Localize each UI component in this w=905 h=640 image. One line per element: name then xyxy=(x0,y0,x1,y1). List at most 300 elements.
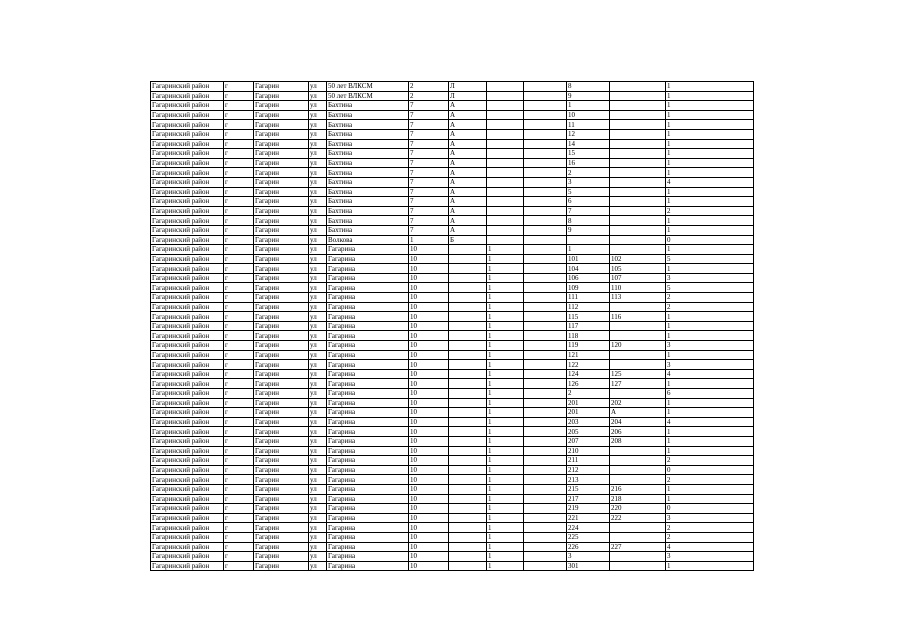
table-row xyxy=(151,110,754,120)
cell-apartment: 5 xyxy=(567,187,610,197)
cell-house-letter: А xyxy=(449,197,487,207)
cell-apartment: 14 xyxy=(567,139,610,149)
cell-structure xyxy=(524,206,567,216)
cell-district: Гагаринский район xyxy=(151,158,224,168)
cell-count: 1 xyxy=(666,245,754,255)
cell-district: Гагаринский район xyxy=(151,225,224,235)
cell-building: 1 xyxy=(487,293,524,303)
cell-district: Гагаринский район xyxy=(151,379,224,389)
table-row xyxy=(151,321,754,331)
cell-count: 5 xyxy=(666,283,754,293)
cell-count: 1 xyxy=(666,264,754,274)
cell-count: 1 xyxy=(666,101,754,111)
cell-apartment: 121 xyxy=(567,350,610,360)
cell-district: Гагаринский район xyxy=(151,532,224,542)
cell-street-type: ул xyxy=(309,283,327,293)
cell-apartment-to xyxy=(610,446,666,456)
cell-street: Гагарина xyxy=(327,283,409,293)
cell-apartment-to xyxy=(610,187,666,197)
cell-apartment: 215 xyxy=(567,484,610,494)
cell-structure xyxy=(524,542,567,552)
cell-count: 1 xyxy=(666,312,754,322)
cell-apartment: 109 xyxy=(567,283,610,293)
cell-house: 7 xyxy=(409,168,449,178)
cell-street-type: ул xyxy=(309,206,327,216)
cell-street-type: ул xyxy=(309,465,327,475)
cell-settlement-type: г xyxy=(224,187,254,197)
cell-apartment-to xyxy=(610,475,666,485)
cell-house: 10 xyxy=(409,513,449,523)
cell-apartment: 8 xyxy=(567,216,610,226)
cell-house: 10 xyxy=(409,436,449,446)
cell-structure xyxy=(524,494,567,504)
cell-street-type: ул xyxy=(309,341,327,351)
cell-house: 10 xyxy=(409,427,449,437)
cell-settlement-type: г xyxy=(224,417,254,427)
cell-settlement-type: г xyxy=(224,149,254,159)
cell-building: 1 xyxy=(487,321,524,331)
cell-building xyxy=(487,225,524,235)
cell-house-letter xyxy=(449,398,487,408)
cell-house-letter: А xyxy=(449,139,487,149)
cell-building xyxy=(487,197,524,207)
cell-apartment: 1 xyxy=(567,101,610,111)
table-row xyxy=(151,542,754,552)
cell-district: Гагаринский район xyxy=(151,187,224,197)
cell-house: 7 xyxy=(409,139,449,149)
cell-street-type: ул xyxy=(309,494,327,504)
cell-settlement-type: г xyxy=(224,129,254,139)
cell-apartment: 115 xyxy=(567,312,610,322)
cell-district: Гагаринский район xyxy=(151,254,224,264)
cell-house: 7 xyxy=(409,225,449,235)
cell-apartment-to xyxy=(610,158,666,168)
cell-house-letter xyxy=(449,369,487,379)
cell-structure xyxy=(524,446,567,456)
cell-house-letter xyxy=(449,446,487,456)
cell-count: 2 xyxy=(666,293,754,303)
cell-structure xyxy=(524,561,567,571)
cell-apartment: 213 xyxy=(567,475,610,485)
cell-house: 7 xyxy=(409,120,449,130)
cell-street-type: ул xyxy=(309,149,327,159)
cell-street: Гагарина xyxy=(327,475,409,485)
cell-settlement-type: г xyxy=(224,360,254,370)
cell-city: Гагарин xyxy=(254,245,309,255)
cell-city: Гагарин xyxy=(254,484,309,494)
cell-house: 10 xyxy=(409,350,449,360)
cell-street-type: ул xyxy=(309,120,327,130)
cell-district: Гагаринский район xyxy=(151,484,224,494)
cell-apartment-to xyxy=(610,225,666,235)
cell-settlement-type: г xyxy=(224,389,254,399)
cell-house: 10 xyxy=(409,446,449,456)
cell-apartment-to: 113 xyxy=(610,293,666,303)
cell-count: 1 xyxy=(666,187,754,197)
cell-settlement-type: г xyxy=(224,254,254,264)
cell-house-letter: А xyxy=(449,129,487,139)
table-row xyxy=(151,177,754,187)
cell-settlement-type: г xyxy=(224,216,254,226)
cell-apartment-to xyxy=(610,139,666,149)
cell-structure xyxy=(524,389,567,399)
cell-street: Бахтина xyxy=(327,129,409,139)
cell-structure xyxy=(524,379,567,389)
cell-apartment: 210 xyxy=(567,446,610,456)
cell-count: 4 xyxy=(666,177,754,187)
cell-house-letter xyxy=(449,436,487,446)
cell-apartment: 205 xyxy=(567,427,610,437)
cell-building: 1 xyxy=(487,245,524,255)
cell-apartment-to xyxy=(610,82,666,92)
cell-apartment: 122 xyxy=(567,360,610,370)
cell-street: Гагарина xyxy=(327,552,409,562)
cell-apartment-to xyxy=(610,532,666,542)
cell-apartment-to: 110 xyxy=(610,283,666,293)
cell-street-type: ул xyxy=(309,235,327,245)
cell-house: 10 xyxy=(409,456,449,466)
cell-structure xyxy=(524,427,567,437)
cell-street: Гагарина xyxy=(327,446,409,456)
cell-street-type: ул xyxy=(309,360,327,370)
cell-city: Гагарин xyxy=(254,504,309,514)
table-row xyxy=(151,504,754,514)
cell-house-letter xyxy=(449,494,487,504)
cell-house-letter xyxy=(449,456,487,466)
cell-building: 1 xyxy=(487,283,524,293)
cell-apartment: 2 xyxy=(567,389,610,399)
cell-street-type: ул xyxy=(309,427,327,437)
cell-building: 1 xyxy=(487,379,524,389)
cell-street: Гагарина xyxy=(327,302,409,312)
cell-house: 10 xyxy=(409,465,449,475)
cell-apartment: 117 xyxy=(567,321,610,331)
cell-house-letter xyxy=(449,417,487,427)
cell-apartment: 119 xyxy=(567,341,610,351)
cell-settlement-type: г xyxy=(224,436,254,446)
cell-house: 10 xyxy=(409,389,449,399)
cell-building: 1 xyxy=(487,302,524,312)
cell-city: Гагарин xyxy=(254,389,309,399)
cell-house-letter: А xyxy=(449,101,487,111)
cell-street-type: ул xyxy=(309,312,327,322)
cell-house-letter xyxy=(449,523,487,533)
table-row xyxy=(151,254,754,264)
cell-settlement-type: г xyxy=(224,494,254,504)
cell-street-type: ул xyxy=(309,139,327,149)
cell-city: Гагарин xyxy=(254,475,309,485)
cell-count: 1 xyxy=(666,197,754,207)
cell-settlement-type: г xyxy=(224,331,254,341)
cell-structure xyxy=(524,513,567,523)
cell-settlement-type: г xyxy=(224,101,254,111)
cell-apartment-to xyxy=(610,149,666,159)
cell-street-type: ул xyxy=(309,101,327,111)
cell-count: 4 xyxy=(666,369,754,379)
cell-building xyxy=(487,120,524,130)
cell-house-letter xyxy=(449,389,487,399)
cell-city: Гагарин xyxy=(254,379,309,389)
cell-street: Бахтина xyxy=(327,139,409,149)
cell-structure xyxy=(524,417,567,427)
cell-count: 1 xyxy=(666,82,754,92)
cell-apartment-to: 218 xyxy=(610,494,666,504)
cell-street-type: ул xyxy=(309,110,327,120)
cell-street: Бахтина xyxy=(327,216,409,226)
cell-city: Гагарин xyxy=(254,216,309,226)
cell-apartment: 1 xyxy=(567,245,610,255)
cell-settlement-type: г xyxy=(224,542,254,552)
cell-street: Гагарина xyxy=(327,369,409,379)
cell-street: Гагарина xyxy=(327,341,409,351)
cell-count: 1 xyxy=(666,158,754,168)
cell-city: Гагарин xyxy=(254,273,309,283)
cell-settlement-type: г xyxy=(224,168,254,178)
cell-count: 1 xyxy=(666,408,754,418)
cell-settlement-type: г xyxy=(224,475,254,485)
cell-house-letter: Б xyxy=(449,235,487,245)
cell-house-letter xyxy=(449,283,487,293)
cell-city: Гагарин xyxy=(254,523,309,533)
cell-street-type: ул xyxy=(309,168,327,178)
cell-house-letter: А xyxy=(449,225,487,235)
cell-apartment: 9 xyxy=(567,225,610,235)
cell-street: Гагарина xyxy=(327,331,409,341)
cell-district: Гагаринский район xyxy=(151,197,224,207)
cell-structure xyxy=(524,177,567,187)
cell-apartment-to: А xyxy=(610,408,666,418)
cell-apartment-to xyxy=(610,331,666,341)
cell-street: Гагарина xyxy=(327,436,409,446)
cell-street-type: ул xyxy=(309,302,327,312)
cell-street: Гагарина xyxy=(327,360,409,370)
cell-structure xyxy=(524,225,567,235)
cell-street-type: ул xyxy=(309,436,327,446)
cell-apartment-to xyxy=(610,350,666,360)
cell-city: Гагарин xyxy=(254,302,309,312)
cell-settlement-type: г xyxy=(224,293,254,303)
cell-settlement-type: г xyxy=(224,206,254,216)
cell-street-type: ул xyxy=(309,187,327,197)
cell-district: Гагаринский район xyxy=(151,475,224,485)
cell-settlement-type: г xyxy=(224,235,254,245)
cell-apartment-to xyxy=(610,523,666,533)
cell-city: Гагарин xyxy=(254,398,309,408)
cell-house: 10 xyxy=(409,312,449,322)
cell-settlement-type: г xyxy=(224,82,254,92)
cell-count: 0 xyxy=(666,465,754,475)
cell-apartment: 8 xyxy=(567,82,610,92)
cell-count: 2 xyxy=(666,302,754,312)
cell-street: Гагарина xyxy=(327,293,409,303)
cell-house-letter xyxy=(449,245,487,255)
cell-settlement-type: г xyxy=(224,302,254,312)
cell-count: 1 xyxy=(666,331,754,341)
cell-house: 2 xyxy=(409,91,449,101)
cell-house: 10 xyxy=(409,293,449,303)
cell-street: Гагарина xyxy=(327,494,409,504)
cell-district: Гагаринский район xyxy=(151,561,224,571)
cell-street-type: ул xyxy=(309,484,327,494)
cell-structure xyxy=(524,465,567,475)
cell-apartment-to: 206 xyxy=(610,427,666,437)
table-row xyxy=(151,149,754,159)
cell-count: 2 xyxy=(666,206,754,216)
cell-city: Гагарин xyxy=(254,120,309,130)
cell-apartment-to xyxy=(610,129,666,139)
cell-building: 1 xyxy=(487,427,524,437)
cell-house-letter xyxy=(449,379,487,389)
cell-house-letter xyxy=(449,542,487,552)
table-row xyxy=(151,312,754,322)
cell-city: Гагарин xyxy=(254,513,309,523)
cell-building: 1 xyxy=(487,446,524,456)
cell-city: Гагарин xyxy=(254,446,309,456)
cell-city: Гагарин xyxy=(254,456,309,466)
cell-apartment-to: 127 xyxy=(610,379,666,389)
cell-street: Гагарина xyxy=(327,532,409,542)
cell-count: 1 xyxy=(666,129,754,139)
cell-building xyxy=(487,91,524,101)
cell-street: Гагарина xyxy=(327,542,409,552)
cell-structure xyxy=(524,216,567,226)
cell-apartment: 3 xyxy=(567,177,610,187)
table-row xyxy=(151,187,754,197)
cell-house: 7 xyxy=(409,216,449,226)
cell-house-letter xyxy=(449,331,487,341)
cell-house-letter xyxy=(449,293,487,303)
cell-count: 1 xyxy=(666,427,754,437)
cell-street: Гагарина xyxy=(327,484,409,494)
cell-apartment: 224 xyxy=(567,523,610,533)
cell-district: Гагаринский район xyxy=(151,293,224,303)
cell-settlement-type: г xyxy=(224,552,254,562)
cell-city: Гагарин xyxy=(254,139,309,149)
cell-structure xyxy=(524,168,567,178)
cell-house: 10 xyxy=(409,264,449,274)
cell-settlement-type: г xyxy=(224,245,254,255)
cell-street: Бахтина xyxy=(327,187,409,197)
cell-street-type: ул xyxy=(309,225,327,235)
cell-house-letter: А xyxy=(449,149,487,159)
cell-structure xyxy=(524,264,567,274)
cell-house-letter: Л xyxy=(449,82,487,92)
cell-building xyxy=(487,149,524,159)
cell-structure xyxy=(524,456,567,466)
cell-apartment-to: 204 xyxy=(610,417,666,427)
cell-street: 50 лет ВЛКСМ xyxy=(327,91,409,101)
cell-street-type: ул xyxy=(309,456,327,466)
cell-apartment-to: 120 xyxy=(610,341,666,351)
cell-settlement-type: г xyxy=(224,321,254,331)
cell-house-letter xyxy=(449,427,487,437)
cell-count: 5 xyxy=(666,254,754,264)
cell-apartment: 3 xyxy=(567,552,610,562)
table-row xyxy=(151,120,754,130)
table-row xyxy=(151,235,754,245)
cell-building: 1 xyxy=(487,264,524,274)
cell-building: 1 xyxy=(487,436,524,446)
cell-apartment-to xyxy=(610,389,666,399)
cell-apartment: 15 xyxy=(567,149,610,159)
cell-count: 1 xyxy=(666,216,754,226)
cell-structure xyxy=(524,552,567,562)
cell-street-type: ул xyxy=(309,389,327,399)
table-row xyxy=(151,494,754,504)
cell-apartment: 217 xyxy=(567,494,610,504)
cell-apartment: 225 xyxy=(567,532,610,542)
cell-city: Гагарин xyxy=(254,197,309,207)
cell-street: Бахтина xyxy=(327,101,409,111)
cell-district: Гагаринский район xyxy=(151,341,224,351)
cell-street-type: ул xyxy=(309,273,327,283)
cell-house: 10 xyxy=(409,302,449,312)
cell-city: Гагарин xyxy=(254,149,309,159)
cell-district: Гагаринский район xyxy=(151,427,224,437)
cell-apartment-to xyxy=(610,101,666,111)
cell-house: 10 xyxy=(409,484,449,494)
table-row xyxy=(151,484,754,494)
cell-house: 7 xyxy=(409,101,449,111)
cell-building: 1 xyxy=(487,475,524,485)
cell-district: Гагаринский район xyxy=(151,513,224,523)
cell-city: Гагарин xyxy=(254,350,309,360)
table-row xyxy=(151,264,754,274)
cell-structure xyxy=(524,129,567,139)
cell-structure xyxy=(524,110,567,120)
cell-district: Гагаринский район xyxy=(151,542,224,552)
cell-city: Гагарин xyxy=(254,264,309,274)
cell-district: Гагаринский район xyxy=(151,331,224,341)
cell-district: Гагаринский район xyxy=(151,321,224,331)
cell-settlement-type: г xyxy=(224,177,254,187)
cell-structure xyxy=(524,273,567,283)
cell-house: 10 xyxy=(409,542,449,552)
cell-structure xyxy=(524,532,567,542)
cell-city: Гагарин xyxy=(254,235,309,245)
table-row xyxy=(151,302,754,312)
cell-settlement-type: г xyxy=(224,523,254,533)
cell-settlement-type: г xyxy=(224,312,254,322)
cell-district: Гагаринский район xyxy=(151,360,224,370)
cell-building xyxy=(487,216,524,226)
cell-street-type: ул xyxy=(309,216,327,226)
table-row xyxy=(151,436,754,446)
cell-district: Гагаринский район xyxy=(151,494,224,504)
cell-city: Гагарин xyxy=(254,408,309,418)
cell-apartment: 111 xyxy=(567,293,610,303)
table-row xyxy=(151,561,754,571)
table-row xyxy=(151,446,754,456)
cell-house: 10 xyxy=(409,379,449,389)
cell-apartment: 10 xyxy=(567,110,610,120)
cell-count: 3 xyxy=(666,552,754,562)
cell-building: 1 xyxy=(487,273,524,283)
cell-count: 1 xyxy=(666,168,754,178)
cell-settlement-type: г xyxy=(224,504,254,514)
cell-building xyxy=(487,177,524,187)
cell-apartment-to xyxy=(610,235,666,245)
cell-street-type: ул xyxy=(309,552,327,562)
cell-structure xyxy=(524,484,567,494)
cell-apartment-to xyxy=(610,91,666,101)
cell-apartment: 124 xyxy=(567,369,610,379)
cell-building xyxy=(487,139,524,149)
cell-city: Гагарин xyxy=(254,552,309,562)
cell-count: 6 xyxy=(666,389,754,399)
cell-structure xyxy=(524,523,567,533)
cell-count: 2 xyxy=(666,532,754,542)
